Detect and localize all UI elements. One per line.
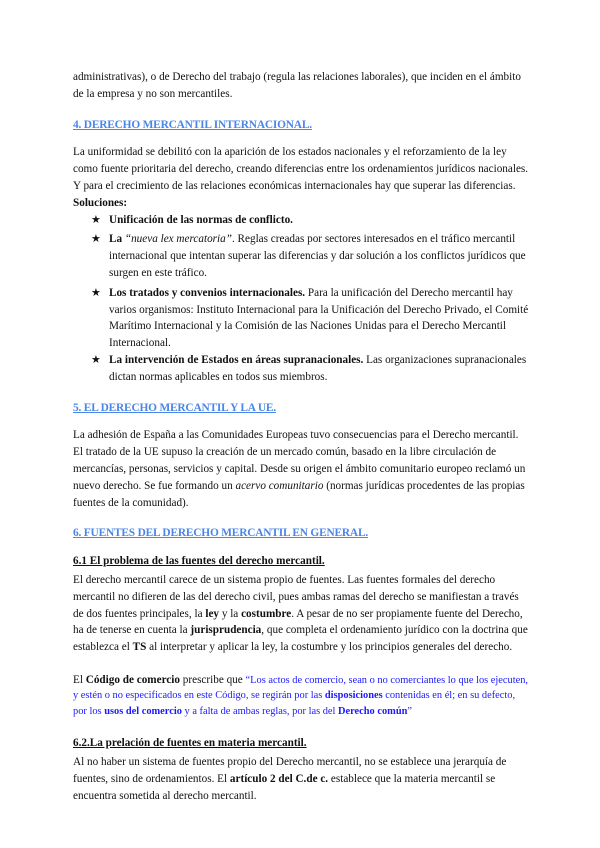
solutions-label: Soluciones: (73, 196, 128, 209)
solutions-list (73, 212, 529, 386)
section-5-paragraph: La adhesión de España a las Comunidades Europeas tuvo consecuencias para el Derecho mercantil. El tratado de la UE supuso la creación de un mercado común, basado en la libre circulación de mercancías, personas, servicios y capital. Desde su origen el ámbito comunitario europeo reclamó un nuevo derecho. Se fue formando un acervo comunitario (normas jurídicas procedentes de las propias fuentes de la comunidad). (73, 429, 526, 509)
list-item: ★ La “nueva lex mercatoria”. Reglas creadas por sectores interesados en el tráfico mercantil internacional que intentan superar las diferencias y dar solución a los conflictos jurídicos que surgen en este tráfico. (91, 233, 526, 279)
section-4-heading[interactable]: 4. DERECHO MERCANTIL INTERNACIONAL. (73, 118, 312, 131)
list-item: ★ Los tratados y convenios internacionales. Para la unificación del Derecho mercantil hay varios organismos: Instituto Internacional para la Unificación del Derecho Privado, el Comité Marítimo Internacional y la Comisión de las Naciones Unidas para el Derecho Mercantil Internacional. (91, 286, 529, 350)
section-4-paragraph: La uniformidad se debilitó con la aparición de los estados nacionales y el reforzamiento de la ley como fuente prioritaria del derecho, creando diferencias entre los ordenamientos jurídicos nacionales. Y para el crecimiento de las relaciones económicas internacionales hay que superar las diferencias. (73, 146, 529, 192)
section-6-heading[interactable]: 6. FUENTES DEL DERECHO MERCANTIL EN GENERAL. (73, 527, 369, 540)
list-item: ★ La intervención de Estados en áreas supranacionales. Las organizaciones supranacionales dictan normas aplicables en todos sus miembros. (91, 353, 527, 383)
codigo-quote-paragraph: El Código de comercio prescribe que “Los actos de comercio, sean o no comerciantes lo que los ejecuten, y estén o no especificados en este Código, se regirán por las disposiciones contenidas en él; en su defecto, por los usos del comercio y a falta de ambas reglas, por las del Derecho común” (73, 673, 529, 717)
section-6-1-paragraph: El derecho mercantil carece de un sistema propio de fuentes. Las fuentes formales del derecho mercantil no difieren de las del derecho civil, pues ambas ramas del derecho se manifiestan a través de dos fuentes principales, la ley y la costumbre. A pesar de no ser propiamente fuente del Derecho, ha de tenerse en cuenta la jurisprudencia, que completa el ordenamiento jurídico con la doctrina que establezca el TS al interpretar y aplicar la ley, la costumbre y los principios generales del derecho. (73, 573, 528, 654)
section-5-heading[interactable]: 5. EL DERECHO MERCANTIL Y LA UE. (73, 401, 276, 414)
document-page (73, 69, 529, 805)
star-bullet-icon: ★ (91, 233, 101, 246)
subsection-6-1-heading: 6.1 El problema de las fuentes del derecho mercantil. (73, 555, 325, 568)
star-bullet-icon: ★ (91, 213, 101, 226)
section-6-2-paragraph: Al no haber un sistema de fuentes propio del Derecho mercantil, no se establece una jerarquía de fuentes, sino de ordenamientos. El artículo 2 del C.de c. establece que la materia mercantil se encuentra sometida al derecho mercantil. (73, 756, 507, 802)
star-bullet-icon: ★ (91, 353, 101, 366)
list-item: ★ Unificación de las normas de conflicto. (109, 212, 529, 229)
subsection-6-2-heading: 6.2.La prelación de fuentes en materia mercantil. (73, 737, 307, 750)
star-bullet-icon: ★ (91, 286, 101, 299)
intro-paragraph: administrativas), o de Derecho del trabajo (regula las relaciones laborales), que inciden en el ámbito de la empresa y no son mercantiles. (73, 71, 521, 100)
